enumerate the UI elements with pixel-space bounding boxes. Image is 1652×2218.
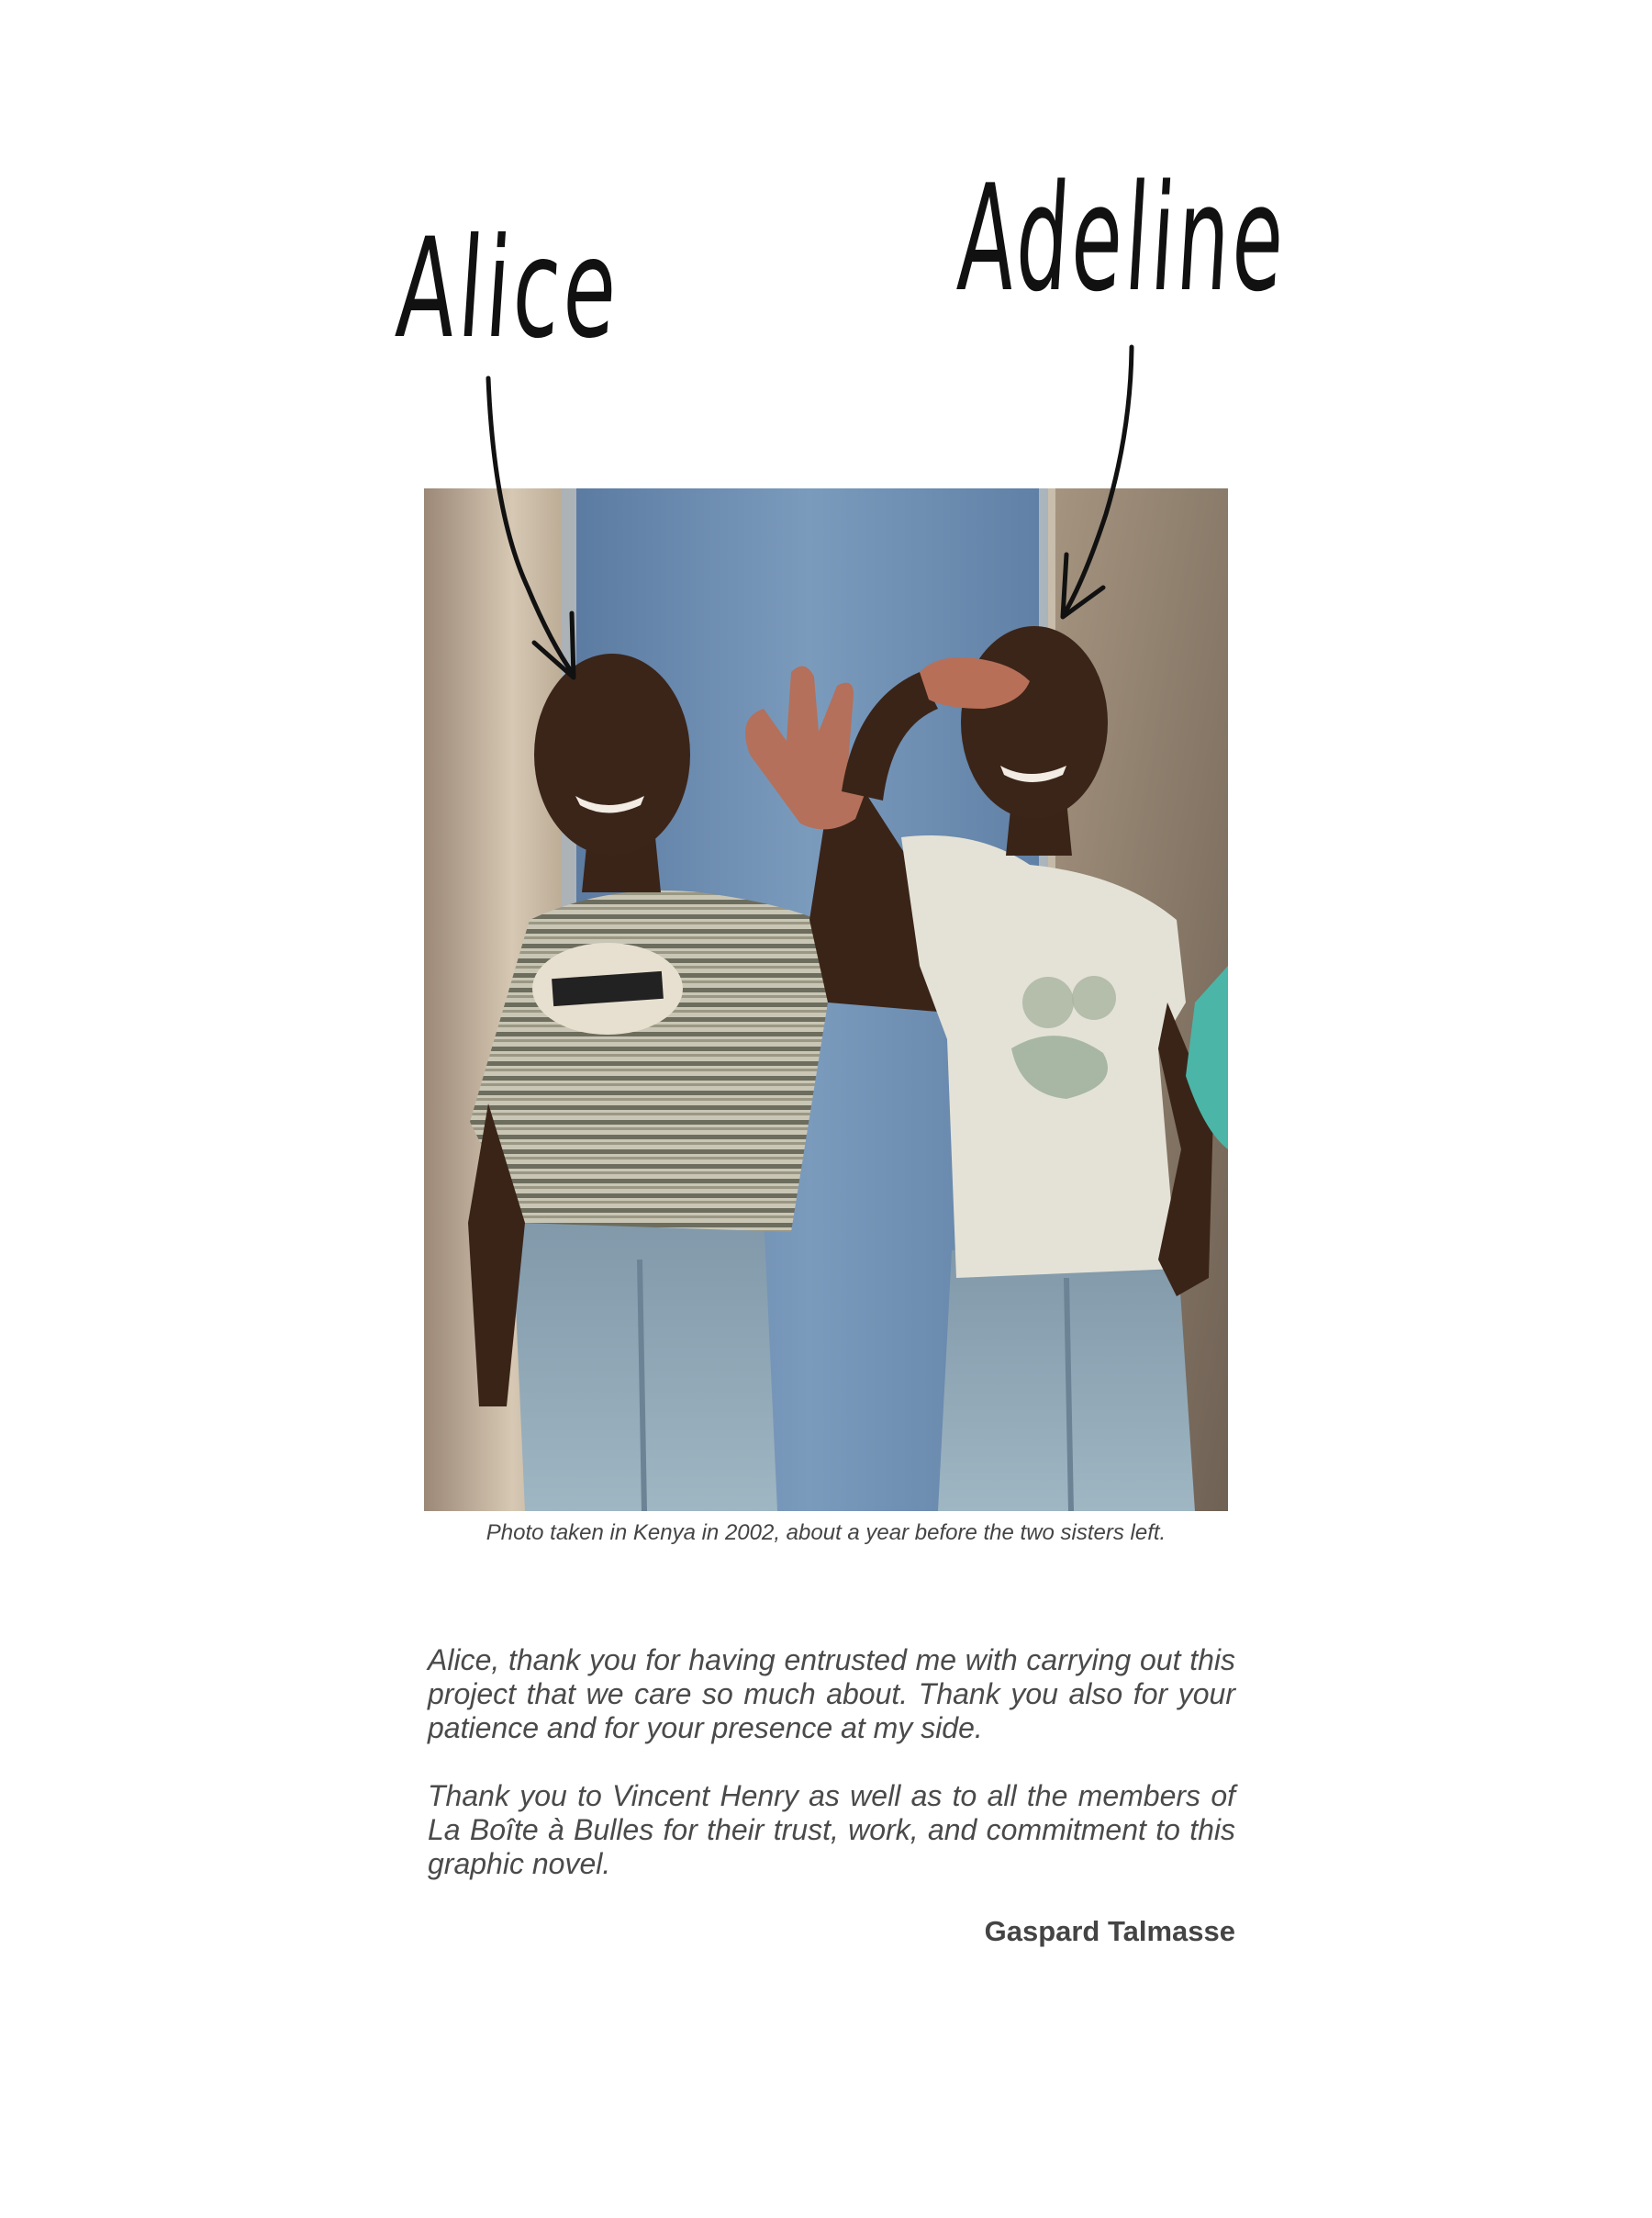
sisters-photo xyxy=(424,488,1228,1511)
acknowledgements xyxy=(428,1643,1235,1915)
name-label-right: Adeline xyxy=(954,152,1292,324)
paragraph-2: Thank you to Vincent Henry as well as to all the members of La Boîte à Bulles for their trust, work, and commitment to this graphic novel. xyxy=(428,1779,1235,1880)
name-label-left: Alice xyxy=(392,209,625,369)
paragraph-1: Alice, thank you for having entrusted me with carrying out this project that we care so much about. Thank you also for your patience and for your presence at my side. xyxy=(428,1643,1235,1744)
photo-caption: Photo taken in Kenya in 2002, about a year before the two sisters left. xyxy=(486,1520,1166,1545)
author-signature: Gaspard Talmasse xyxy=(984,1915,1235,1947)
